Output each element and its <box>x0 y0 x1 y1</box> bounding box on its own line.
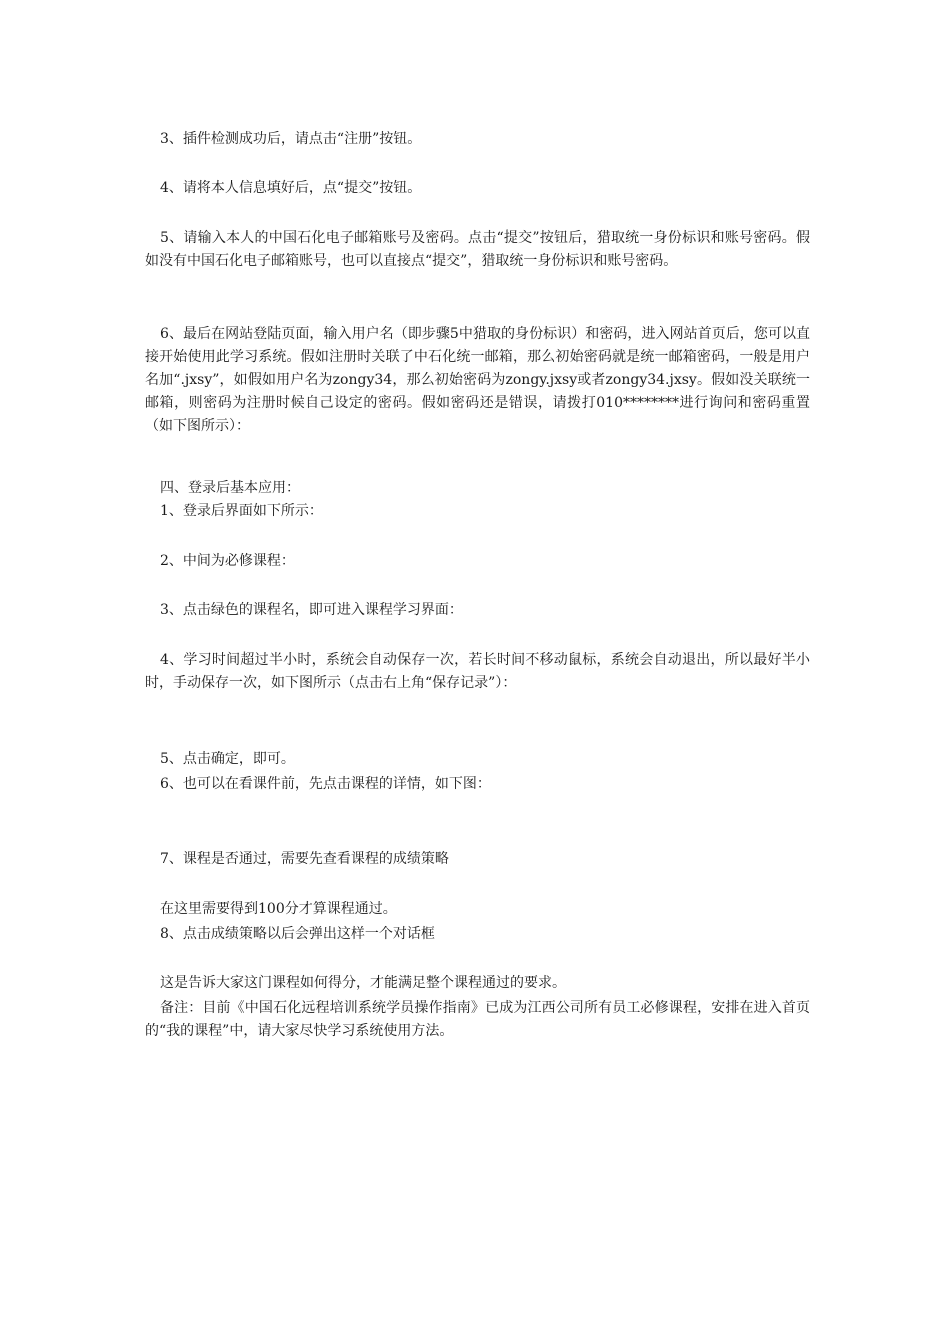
section-4-step-2: 2、中间为必修课程： <box>160 553 295 569</box>
section-4-step-8: 8、点击成绩策略以后会弹出这样一个对话框 <box>160 926 435 942</box>
step-4-submit-info: 4、请将本人信息填好后，点“提交”按钮。 <box>160 180 422 196</box>
section-4-step-4: 4、学习时间超过半小时，系统会自动保存一次，若长时间不移动鼠标，系统会自动退出，所以最好半小时，手动保存一次，如下图所示（点击右上角“保存记录”）： <box>145 652 810 691</box>
section-4-step-5: 5、点击确定，即可。 <box>160 751 295 767</box>
section-4-step-6: 6、也可以在看课件前，先点击课程的详情，如下图： <box>160 776 491 792</box>
section-4-step-3: 3、点击绿色的课程名，即可进入课程学习界面： <box>160 602 463 618</box>
section-4-step-1: 1、登录后界面如下所示： <box>160 503 323 519</box>
section-4-step-7: 7、课程是否通过，需要先查看课程的成绩策略 <box>160 851 449 867</box>
section-4-heading: 四、登录后基本应用： <box>160 480 300 496</box>
step-5-email-account: 5、请输入本人的中国石化电子邮箱账号及密码。点击“提交”按钮后，猎取统一身份标识和账号密码。假如没有中国石化电子邮箱账号，也可以直接点“提交”，猎取统一身份标识和账号密码。 <box>145 230 810 269</box>
dialog-explanation: 这是告诉大家这门课程如何得分，才能满足整个课程通过的要求。 <box>160 975 566 991</box>
step-6-login: 6、最后在网站登陆页面，输入用户名（即步骤5中猎取的身份标识）和密码，进入网站首页后，您可以直接开始使用此学习系统。假如注册时关联了中石化统一邮箱，那么初始密码就是统一邮箱密码，一般是用户名加“.jxsy”，如假如用户名为zongy34，那么初始密码为zongy.jxsy或者zongy34.jxsy。假如没关联统一邮箱，则密码为注册时候自己设定的密码。假如密码还是错误，请拨打010********进行询问和密码重置（如下图所示）： <box>145 326 810 434</box>
step-3-register: 3、插件检测成功后，请点击“注册”按钮。 <box>160 131 422 147</box>
score-note: 在这里需要得到100分才算课程通过。 <box>160 901 397 917</box>
remark-note: 备注：目前《中国石化远程培训系统学员操作指南》已成为江西公司所有员工必修课程，安排在进入首页的“我的课程”中，请大家尽快学习系统使用方法。 <box>145 1000 810 1039</box>
